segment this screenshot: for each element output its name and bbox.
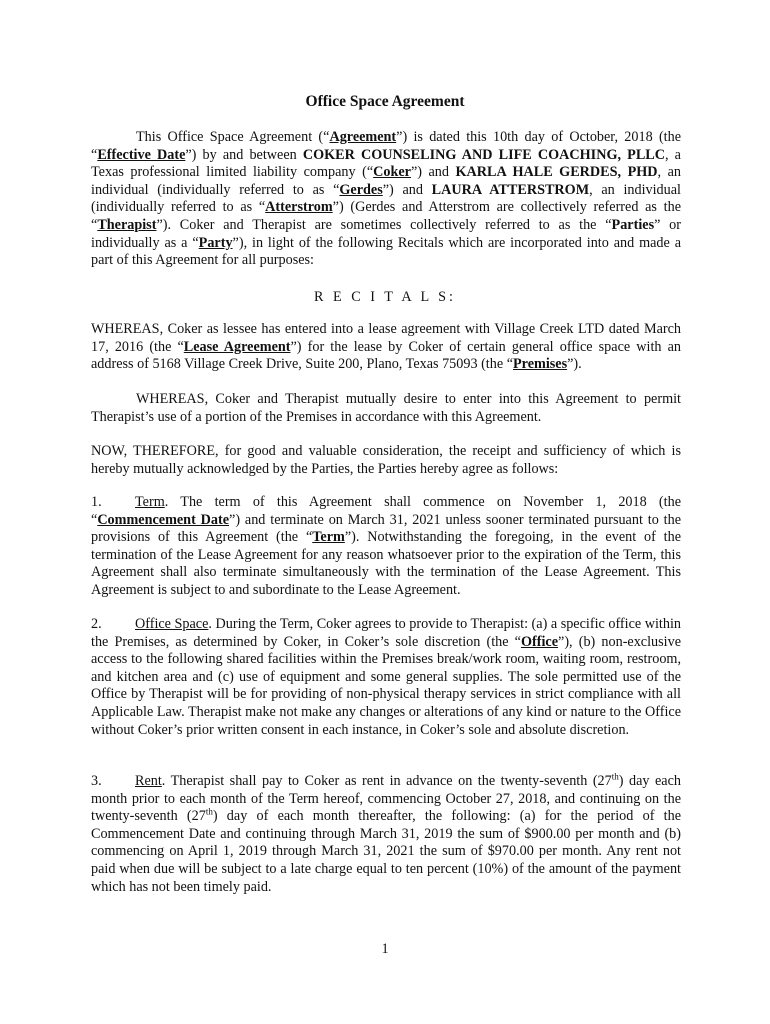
- defined-term-party: Party: [198, 234, 233, 251]
- party-name-laura: LAURA ATTERSTROM: [431, 181, 590, 198]
- section-text: ) day of each month thereafter, the following: (a) for the period of the Commencement Date and continuing through March 31, 2019 the sum of $900.00 per month and (b) commencing on April 1, 2019 through March 31, 2021 the sum of $970.00 per month. Any rent not paid when due will be subject to a late charge equal to ten percent (10%) of the amount of the payment which has not been timely paid.: [91, 808, 681, 895]
- section-heading: Office Space: [135, 616, 209, 632]
- section-text: . During the Term, Coker agrees to provide to Therapist: (a) a specific office within the Premises, as determined by Coker, in Coker’s sole discretion (the “: [91, 616, 681, 650]
- intro-text: ”). Coker and Therapist are sometimes collectively referred to as the “: [156, 216, 612, 233]
- party-name-karla: KARLA HALE GERDES, PHD: [455, 164, 658, 181]
- section-heading: Term: [135, 494, 165, 510]
- section-text: ”), (b) non-exclusive access to the following shared facilities within the Premises break/work room, waiting room, restroom, and kitchen area and (c) use of equipment and some general supplies. The sole permitted use of the Office by Therapist will be for providing of non-physical therapy services in strict compliance with all Applicable Law. Therapist make not make any changes or alterations of any kind or nature to the Office without Coker’s prior written consent in each instance, in Coker’s sole and absolute discretion.: [91, 633, 681, 738]
- recitals-heading: R E C I T A L S:: [314, 289, 456, 305]
- section-2-office-space: [91, 616, 681, 739]
- document-title: Office Space Agreement: [305, 93, 465, 110]
- section-text: ”) and terminate on March 31, 2021 unless sooner terminated pursuant to the provisions of this Agreement (the “: [91, 511, 681, 546]
- intro-paragraph: [91, 129, 681, 270]
- ordinal-superscript: th: [205, 806, 213, 817]
- whereas-paragraph-1: [91, 321, 681, 374]
- defined-term-coker: Coker: [373, 164, 411, 181]
- defined-term-lease-agreement: Lease Agreement: [183, 338, 291, 355]
- defined-term-gerdes: Gerdes: [339, 181, 383, 198]
- page-number: 1: [381, 941, 389, 957]
- defined-term-effective-date: Effective Date: [97, 146, 186, 163]
- intro-text: ”) by and between: [185, 146, 303, 163]
- section-1-term: [91, 494, 681, 600]
- defined-term-parties: Parties: [611, 216, 655, 233]
- whereas-text: ”) for the lease by Coker of certain general office space with an address of 5168 Village Creek Drive, Suite 200, Plano, Texas 75093 (the “: [91, 338, 681, 373]
- intro-text: ”), in light of the following Recitals which are incorporated into and made a part of this Agreement for all purposes:: [91, 234, 681, 269]
- whereas-paragraph-2: WHEREAS, Coker and Therapist mutually desire to enter into this Agreement to permit Therapist’s use of a portion of the Premises in accordance with this Agreement.: [91, 391, 681, 425]
- defined-term-agreement: Agreement: [329, 129, 397, 145]
- section-number: 1.: [91, 494, 102, 510]
- section-number: 2.: [91, 616, 102, 632]
- intro-text: , a Texas professional limited liability company (“: [91, 146, 681, 181]
- whereas-text: WHEREAS, Coker as lessee has entered into a lease agreement with Village Creek LTD dated March 17, 2016 (the “: [91, 321, 681, 355]
- intro-text: , an individual (individually referred to as “: [91, 164, 681, 198]
- defined-term-therapist: Therapist: [97, 216, 157, 233]
- section-text: ”). Notwithstanding the foregoing, in the event of the termination of the Lease Agreement for any reason whatsoever prior to the expiration of the Term, this Agreement shall also terminate simultaneously with the termination of the Lease Agreement. This Agreement is subject to and subordinate to the Lease Agreement.: [91, 529, 681, 598]
- intro-text: ”) (Gerdes and Atterstrom are collectively referred as the “: [91, 199, 681, 233]
- defined-term-term: Term: [312, 529, 345, 546]
- section-heading: Rent: [135, 773, 162, 789]
- defined-term-premises: Premises: [513, 356, 568, 373]
- defined-term-office: Office: [520, 633, 559, 650]
- intro-text: ” or individually as a “: [91, 216, 681, 251]
- intro-text: ”) and: [410, 164, 456, 181]
- intro-text: This Office Space Agreement (“: [136, 129, 330, 145]
- now-therefore-paragraph: NOW, THEREFORE, for good and valuable consideration, the receipt and sufficiency of which is hereby mutually acknowledged by the Parties, the Parties hereby agree as follows:: [91, 443, 681, 477]
- section-text: . Therapist shall pay to Coker as rent in advance on the twenty-seventh (27: [161, 773, 612, 789]
- defined-term-atterstrom: Atterstrom: [265, 199, 333, 216]
- section-text: . The term of this Agreement shall commence on November 1, 2018 (the “: [91, 494, 681, 528]
- defined-term-commencement-date: Commencement Date: [97, 511, 230, 528]
- intro-text: , an individual (individually referred to as “: [91, 181, 681, 216]
- section-text: ) day each month prior to each month of the Term hereof, commencing October 27, 2018, and continuing on the twenty-seventh (27: [91, 773, 681, 825]
- section-number: 3.: [91, 773, 102, 789]
- intro-text: ”) is dated this 10th day of October, 2018 (the “: [91, 129, 681, 163]
- section-3-rent: [91, 773, 681, 896]
- whereas-text: ”).: [567, 356, 582, 373]
- ordinal-superscript: th: [611, 771, 619, 782]
- intro-text: ”) and: [382, 181, 432, 198]
- party-name-coker: COKER COUNSELING AND LIFE COACHING, PLLC: [302, 146, 665, 163]
